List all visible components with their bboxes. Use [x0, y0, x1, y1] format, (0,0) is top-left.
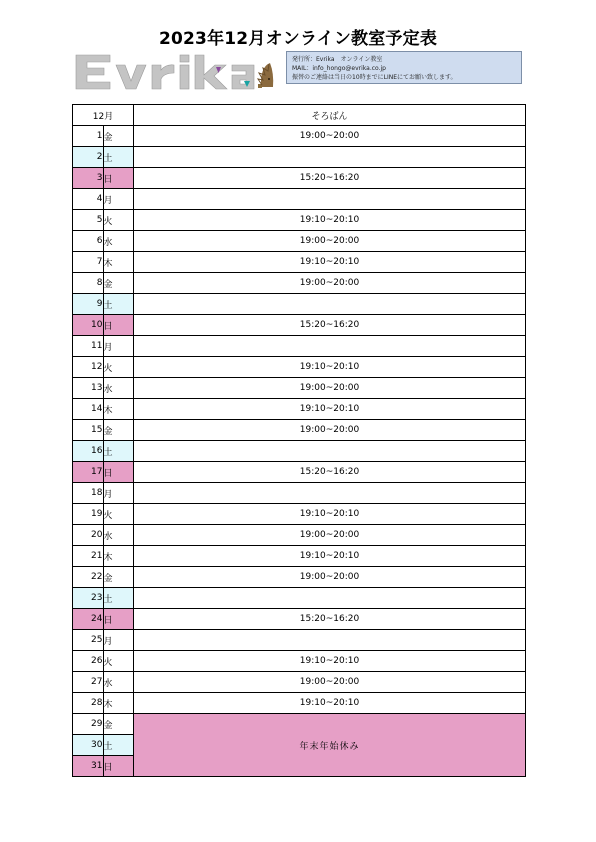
- lesson-time: 19:10~20:10: [134, 651, 526, 672]
- table-row: [73, 714, 526, 735]
- email-line: MAIL：info_hongo@evrika.co.jp: [292, 65, 386, 72]
- weekday: 木: [103, 693, 134, 714]
- weekday: 木: [103, 546, 134, 567]
- weekday: 日: [103, 756, 134, 777]
- table-row: [73, 525, 526, 546]
- weekday: 水: [103, 672, 134, 693]
- day-number: 9: [73, 294, 104, 315]
- day-number: 3: [73, 168, 104, 189]
- weekday: 日: [103, 462, 134, 483]
- lesson-time: 19:00~20:00: [134, 567, 526, 588]
- lesson-time: [134, 147, 526, 168]
- lesson-time: 19:10~20:10: [134, 504, 526, 525]
- lesson-time: [134, 294, 526, 315]
- day-number: 16: [73, 441, 104, 462]
- table-row: [73, 294, 526, 315]
- table-row: [73, 567, 526, 588]
- lesson-time: [134, 483, 526, 504]
- day-number: 13: [73, 378, 104, 399]
- table-row: [73, 693, 526, 714]
- table-row: [73, 651, 526, 672]
- table-row: [73, 399, 526, 420]
- lesson-time: [134, 630, 526, 651]
- lesson-time: 19:00~20:00: [134, 420, 526, 441]
- lesson-time: 19:10~20:10: [134, 546, 526, 567]
- day-number: 31: [73, 756, 104, 777]
- lesson-time: 15:20~16:20: [134, 315, 526, 336]
- weekday: 金: [103, 714, 134, 735]
- schedule-table: [72, 104, 526, 777]
- lesson-time: 19:10~20:10: [134, 252, 526, 273]
- weekday: 金: [103, 420, 134, 441]
- day-number: 27: [73, 672, 104, 693]
- table-row: [73, 315, 526, 336]
- day-number: 21: [73, 546, 104, 567]
- weekday: 日: [103, 315, 134, 336]
- schedule-body: [73, 126, 526, 777]
- table-row: [73, 273, 526, 294]
- table-row: [73, 357, 526, 378]
- table-row: [73, 504, 526, 525]
- day-number: 5: [73, 210, 104, 231]
- publisher-line: 発行所：Evrika オンライン教室: [292, 56, 383, 63]
- day-number: 24: [73, 609, 104, 630]
- day-number: 26: [73, 651, 104, 672]
- weekday: 日: [103, 168, 134, 189]
- table-row: [73, 546, 526, 567]
- table-row: [73, 336, 526, 357]
- table-row: [73, 441, 526, 462]
- weekday: 月: [103, 630, 134, 651]
- lesson-time: 15:20~16:20: [134, 609, 526, 630]
- lesson-time: [134, 441, 526, 462]
- publisher-info-box: [286, 51, 522, 84]
- day-number: 17: [73, 462, 104, 483]
- page-title: 2023年12月オンライン教室予定表: [158, 29, 438, 49]
- day-number: 20: [73, 525, 104, 546]
- day-number: 12: [73, 357, 104, 378]
- weekday: 水: [103, 231, 134, 252]
- month-header: 12月: [73, 105, 134, 126]
- weekday: 火: [103, 210, 134, 231]
- weekday: 水: [103, 525, 134, 546]
- lesson-time: [134, 588, 526, 609]
- weekday: 木: [103, 399, 134, 420]
- weekday: 土: [103, 735, 134, 756]
- table-row: [73, 252, 526, 273]
- day-number: 1: [73, 126, 104, 147]
- subject-header: そろばん: [134, 105, 526, 126]
- lesson-time: 19:00~20:00: [134, 378, 526, 399]
- table-row: [73, 462, 526, 483]
- lesson-time: 19:10~20:10: [134, 693, 526, 714]
- lesson-time: 19:00~20:00: [134, 273, 526, 294]
- table-row: [73, 630, 526, 651]
- day-number: 10: [73, 315, 104, 336]
- weekday: 水: [103, 378, 134, 399]
- day-number: 30: [73, 735, 104, 756]
- table-row: [73, 189, 526, 210]
- table-row: [73, 147, 526, 168]
- day-number: 2: [73, 147, 104, 168]
- weekday: 土: [103, 588, 134, 609]
- lesson-time: [134, 189, 526, 210]
- table-row: [73, 210, 526, 231]
- weekday: 金: [103, 126, 134, 147]
- day-number: 8: [73, 273, 104, 294]
- lesson-time: 19:10~20:10: [134, 357, 526, 378]
- weekday: 土: [103, 441, 134, 462]
- lesson-time: 19:00~20:00: [134, 231, 526, 252]
- weekday: 土: [103, 147, 134, 168]
- day-number: 19: [73, 504, 104, 525]
- table-row: [73, 420, 526, 441]
- lesson-time: 19:00~20:00: [134, 126, 526, 147]
- table-row: [73, 588, 526, 609]
- lesson-time: 19:00~20:00: [134, 672, 526, 693]
- lesson-time: 19:00~20:00: [134, 525, 526, 546]
- weekday: 土: [103, 294, 134, 315]
- table-row: [73, 378, 526, 399]
- holiday-block: 年末年始休み: [134, 714, 526, 777]
- weekday: 木: [103, 252, 134, 273]
- table-row: [73, 672, 526, 693]
- day-number: 6: [73, 231, 104, 252]
- lesson-time: 15:20~16:20: [134, 168, 526, 189]
- weekday: 月: [103, 336, 134, 357]
- weekday: 月: [103, 483, 134, 504]
- day-number: 25: [73, 630, 104, 651]
- table-row: [73, 483, 526, 504]
- table-row: [73, 231, 526, 252]
- weekday: 火: [103, 651, 134, 672]
- weekday: 日: [103, 609, 134, 630]
- table-row: [73, 126, 526, 147]
- day-number: 14: [73, 399, 104, 420]
- weekday: 火: [103, 504, 134, 525]
- lesson-time: 15:20~16:20: [134, 462, 526, 483]
- transfer-note: 振替のご連絡は当日の10時までにLINEにてお願い致します。: [292, 74, 457, 81]
- evrika-logo: [74, 51, 274, 91]
- day-number: 11: [73, 336, 104, 357]
- table-header-row: [73, 105, 526, 126]
- lesson-time: 19:10~20:10: [134, 210, 526, 231]
- lesson-time: [134, 336, 526, 357]
- day-number: 22: [73, 567, 104, 588]
- day-number: 4: [73, 189, 104, 210]
- weekday: 月: [103, 189, 134, 210]
- day-number: 23: [73, 588, 104, 609]
- day-number: 7: [73, 252, 104, 273]
- day-number: 18: [73, 483, 104, 504]
- day-number: 29: [73, 714, 104, 735]
- weekday: 金: [103, 567, 134, 588]
- weekday: 金: [103, 273, 134, 294]
- lesson-time: 19:10~20:10: [134, 399, 526, 420]
- weekday: 火: [103, 357, 134, 378]
- day-number: 28: [73, 693, 104, 714]
- table-row: [73, 168, 526, 189]
- day-number: 15: [73, 420, 104, 441]
- table-row: [73, 609, 526, 630]
